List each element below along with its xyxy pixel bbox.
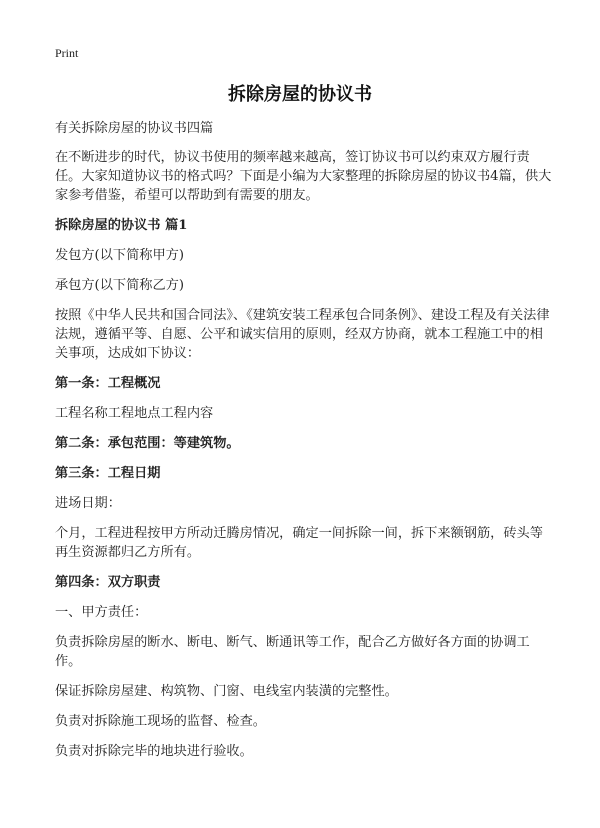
article-4-heading: 第四条：双方职责	[55, 575, 161, 590]
duty-item-4: 负责对拆除完毕的地块进行验收。	[55, 744, 253, 759]
article-1-body: 工程名称工程地点工程内容	[55, 406, 214, 421]
duty-item-3: 负责对拆除施工现场的监督、检查。	[55, 714, 266, 729]
article-3-body: 个月，工程进程按甲方所动迁腾房情况，确定一间拆除一间，拆下来额钢筋，砖头等再生资源都归乙方所有。	[55, 526, 543, 560]
section-heading: 拆除房屋的协议书 篇1	[55, 218, 188, 233]
party-a-line: 发包方(以下简称甲方)	[55, 248, 184, 263]
article-1-heading: 第一条：工程概况	[55, 376, 161, 391]
article-2-heading: 第二条：承包范围：等建筑物。	[55, 436, 240, 451]
document-subtitle: 有关拆除房屋的协议书四篇	[55, 121, 214, 136]
intro-paragraph: 在不断进步的时代，协议书使用的频率越来越高，签订协议书可以约束双方履行责任。大家知道协议书的格式吗？下面是小编为大家整理的拆除房屋的协议书4篇，供大家参考借鉴，希望可以帮助到有需要的朋友。	[55, 150, 552, 203]
document-body	[55, 119, 552, 772]
party-a-duties-heading: 一、甲方责任：	[55, 605, 148, 620]
article-3-heading: 第三条：工程日期	[55, 466, 161, 481]
article-3-entry-date: 进场日期：	[55, 496, 121, 511]
duty-item-2: 保证拆除房屋建、构筑物、门窗、电线室内装潢的完整性。	[55, 684, 398, 699]
preamble-paragraph: 按照《中华人民共和国合同法》、《建筑安装工程承包合同条例》、建设工程及有关法律法规，遵循平等、自愿、公平和诚实信用的原则，经双方协商，就本工程施工中的相关事项，达成如下协议：	[55, 308, 550, 361]
party-b-line: 承包方(以下简称乙方)	[55, 278, 184, 293]
print-link[interactable]: Print	[55, 46, 79, 60]
page-title: 拆除房屋的协议书	[228, 84, 372, 105]
duty-item-1: 负责拆除房屋的断水、断电、断气、断通讯等工作，配合乙方做好各方面的协调工作。	[55, 635, 530, 669]
